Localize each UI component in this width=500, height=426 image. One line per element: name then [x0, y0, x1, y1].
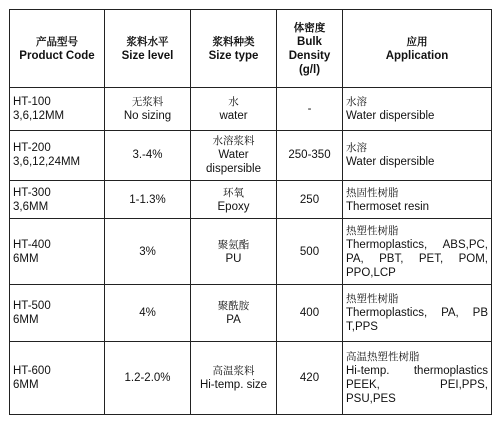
size-level-en: 1.2-2.0% [124, 372, 171, 385]
size-level-zh: 无浆料 [131, 96, 164, 109]
size-type-zh: 聚氨酯 [217, 238, 250, 251]
size-level-cell [105, 285, 191, 342]
bulk-density-cell [277, 88, 343, 131]
application-cell [343, 181, 492, 219]
fiber-lengths: 3,6,12,24MM [13, 156, 81, 169]
table-row [10, 88, 492, 131]
product-code-cell [10, 88, 105, 131]
product-code: HT-600 [13, 365, 51, 378]
header-bulk-density-en2: Density [288, 49, 331, 62]
size-level-cell [105, 219, 191, 285]
application-en: Hi-temp. thermoplastics [346, 365, 488, 378]
size-type-zh: 环氧 [223, 186, 244, 199]
size-type-cell [191, 181, 277, 219]
product-code-cell [10, 130, 105, 180]
size-type-en: Hi-temp. size [199, 379, 268, 392]
product-code-cell [10, 181, 105, 219]
table-row [10, 181, 492, 219]
size-type-en: Epoxy [217, 200, 250, 213]
header-size-level-en: Size level [121, 49, 174, 62]
application-zh: 热塑性树脂 [346, 224, 399, 237]
size-level-en: 3.-4% [132, 149, 163, 162]
header-size-type [191, 10, 277, 88]
header-application-en: Application [385, 49, 449, 62]
application-en: PEEK, PEI,PPS, [346, 379, 488, 392]
application-cell [343, 219, 492, 285]
table-row [10, 219, 492, 285]
bulk-density-cell [277, 181, 343, 219]
size-type-en: dispersible [206, 163, 261, 176]
application-en: Water dispersible [346, 110, 435, 123]
size-type-zh: 高温浆料 [212, 365, 255, 378]
header-product-code [10, 10, 105, 88]
application-cell [343, 342, 492, 415]
size-type-en: PU [225, 252, 242, 265]
application-en: Thermoset resin [346, 200, 430, 213]
application-cell [343, 285, 492, 342]
bulk-density-cell [277, 342, 343, 415]
header-bulk-density-zh: 体密度 [293, 21, 326, 34]
size-level-cell [105, 130, 191, 180]
application-en: PSU,PES [346, 393, 396, 406]
fiber-lengths: 3,6MM [13, 200, 49, 213]
table-row [10, 285, 492, 342]
bulk-density-cell [277, 285, 343, 342]
bulk-density-value: 500 [299, 245, 320, 258]
header-bulk-density-en1: Bulk [297, 35, 322, 48]
application-en: Water dispersible [346, 156, 435, 169]
size-type-en: water [219, 110, 248, 123]
application-en: T,PPS [346, 321, 378, 334]
bulk-density-value: - [307, 103, 312, 116]
product-code: HT-400 [13, 238, 51, 251]
product-code: HT-300 [13, 186, 51, 199]
size-type-cell [191, 285, 277, 342]
application-en: PA, PBT, PET, POM, [346, 252, 488, 265]
header-size-type-zh: 浆料种类 [212, 35, 255, 48]
application-zh: 水溶 [346, 142, 367, 155]
size-type-en: PA [226, 314, 241, 327]
header-bulk-density [277, 10, 343, 88]
header-bulk-density-en3: (g/l) [298, 63, 321, 76]
header-application-zh: 应用 [406, 35, 428, 48]
size-type-en: Water [218, 149, 249, 162]
size-type-cell [191, 130, 277, 180]
fiber-lengths: 6MM [13, 379, 39, 392]
application-en: PPO,LCP [346, 266, 396, 279]
size-type-cell [191, 342, 277, 415]
bulk-density-cell [277, 219, 343, 285]
size-level-cell [105, 88, 191, 131]
product-code: HT-500 [13, 300, 51, 313]
bulk-density-value: 250 [299, 193, 320, 206]
size-level-en: 3% [139, 245, 156, 258]
bulk-density-value: 420 [299, 372, 320, 385]
application-cell [343, 130, 492, 180]
size-level-en: 4% [139, 307, 156, 320]
size-level-en: No sizing [123, 110, 172, 123]
size-type-zh: 水 [228, 96, 239, 109]
application-zh: 热塑性树脂 [346, 293, 399, 306]
application-en: Thermoplastics, PA, PB [346, 307, 488, 320]
size-type-cell [191, 219, 277, 285]
application-cell [343, 88, 492, 131]
header-size-level [105, 10, 191, 88]
size-level-cell [105, 342, 191, 415]
product-code-cell [10, 219, 105, 285]
header-application [343, 10, 492, 88]
product-code: HT-100 [13, 96, 51, 109]
product-code-cell [10, 342, 105, 415]
size-type-zh: 聚酰胺 [217, 300, 250, 313]
application-zh: 水溶 [346, 96, 367, 109]
product-spec-table [9, 9, 492, 415]
table-row [10, 342, 492, 415]
header-product-code-en: Product Code [19, 49, 95, 62]
header-size-level-zh: 浆料水平 [126, 35, 169, 48]
application-zh: 热固性树脂 [346, 186, 399, 199]
header-product-code-zh: 产品型号 [36, 35, 78, 48]
size-level-cell [105, 181, 191, 219]
bulk-density-value: 250-350 [288, 149, 331, 162]
product-code-cell [10, 285, 105, 342]
table-row [10, 130, 492, 180]
bulk-density-value: 400 [299, 307, 320, 320]
size-level-en: 1-1.3% [129, 193, 166, 206]
fiber-lengths: 3,6,12MM [13, 110, 65, 123]
size-type-cell [191, 88, 277, 131]
size-type-zh: 水溶浆料 [212, 135, 255, 148]
application-en: Thermoplastics, ABS,PC, [346, 238, 488, 251]
header-size-type-en: Size type [208, 49, 259, 62]
fiber-lengths: 6MM [13, 314, 39, 327]
bulk-density-cell [277, 130, 343, 180]
application-zh: 高温热塑性树脂 [346, 351, 420, 364]
header-row [10, 10, 492, 88]
fiber-lengths: 6MM [13, 252, 39, 265]
product-code: HT-200 [13, 142, 51, 155]
